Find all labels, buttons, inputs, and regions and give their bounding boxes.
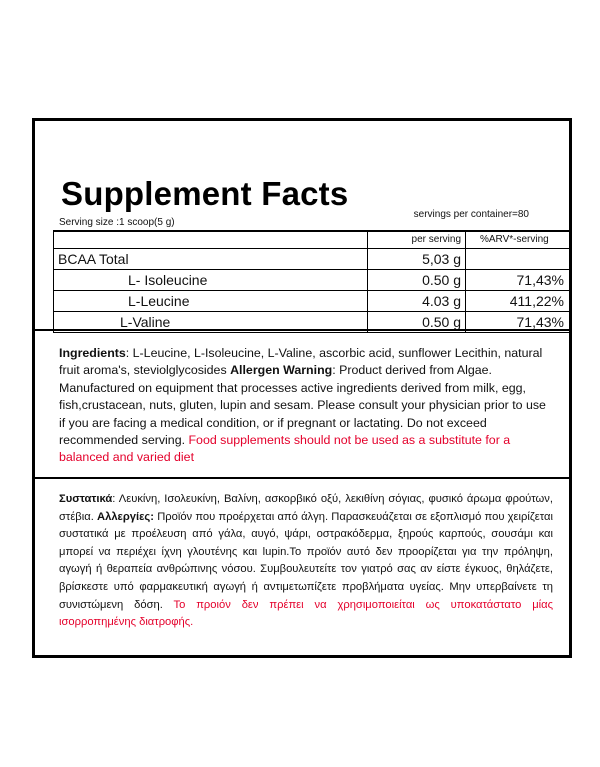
ingredients-text: : L-Leucine, L-Isoleucine, L-Valine, ascorbic acid, sunflower Lecithin, natural fruit aroma's, steviolglycosides xyxy=(59,346,543,378)
serving-size: Serving size :1 scoop(5 g) xyxy=(59,217,175,228)
row-amount: 0.50 g xyxy=(368,312,466,333)
ingredients-greek xyxy=(59,491,553,632)
table-row xyxy=(54,249,571,270)
table-header-name xyxy=(54,231,368,249)
servings-per-container: servings per container=80 xyxy=(413,209,529,220)
allergen-label-greek: Αλλεργίες: xyxy=(97,510,154,523)
row-arv xyxy=(466,249,571,270)
section-divider xyxy=(35,477,569,479)
ingredients-text-greek: : Λευκίνη, Ισολευκίνη, Βαλίνη, ασκορβικό οξύ, λεκιθίνη σόγιας, φυσικό άρωμα φρούτων, στέβια. xyxy=(59,493,553,523)
food-supplement-warning-greek: Το προιόν δεν πρέπει να χρησιμοποιείται ως υποκατάστατο μίας ισορροπημένης διατροφής. xyxy=(59,598,554,629)
row-amount: 4.03 g xyxy=(368,291,466,312)
ingredients-english xyxy=(59,345,553,467)
allergen-warning-text: : Product derived from Algae. Manufactured on equipment that processes active ingredients derived from milk, egg, fish,crustacean, nuts, gluten, lupin and sesam. Please consult your physician prior to use if you are facing a medical condition, or if pregnant or lactating. Do not exceed recommended serving. xyxy=(59,363,546,448)
row-name: L-Valine xyxy=(54,312,368,333)
food-supplement-warning: Food supplements should not be used as a substitute for a balanced and varied diet xyxy=(59,433,511,465)
nutrition-table xyxy=(53,230,571,333)
allergen-warning-label: Allergen Warning xyxy=(230,363,333,378)
row-arv: 71,43% xyxy=(466,312,571,333)
row-amount: 5,03 g xyxy=(368,249,466,270)
row-name: L-Leucine xyxy=(54,291,368,312)
supplement-facts-label xyxy=(32,118,572,658)
table-header-row xyxy=(54,231,571,249)
row-name: L- Isoleucine xyxy=(54,270,368,291)
table-row xyxy=(54,291,571,312)
table-row xyxy=(54,270,571,291)
allergen-text-greek: Προϊόν που προέρχεται από άλγη. Παρασκευάζεται σε εξοπλισμό που χειρίζεται συστατικά με προέλευση από γάλα, αυγό, ψάρι, οστρακόδερμα, ξηρούς καρπούς, σουσάμι και μπορεί να περιέχει ίχνη γλουτένης και lupin.Το προϊόν αυτό δεν προορίζεται για την πρόληψη, αγωγή ή θεραπεία ανθρώπινης νόσου. Συμβουλευτείτε τον γιατρό σας αν είστε έγκυος, θηλάζετε, βρίσκεστε υπό φαρμακευτική αγωγή ή αντιμετωπίζετε προβλήματα υγείας. Μην υπερβαίνετε τη συνιστώμενη δόση. xyxy=(59,510,553,611)
table-header-arv: %ARV*-serving xyxy=(466,231,571,249)
ingredients-label-greek: Συστατικά xyxy=(59,493,113,505)
ingredients-label: Ingredients xyxy=(59,346,126,360)
row-name: BCAA Total xyxy=(54,249,368,270)
row-arv: 411,22% xyxy=(466,291,571,312)
table-header-per-serving: per serving xyxy=(368,231,466,249)
label-title: Supplement Facts xyxy=(61,175,349,212)
row-amount: 0.50 g xyxy=(368,270,466,291)
row-arv: 71,43% xyxy=(466,270,571,291)
section-divider xyxy=(35,329,569,331)
